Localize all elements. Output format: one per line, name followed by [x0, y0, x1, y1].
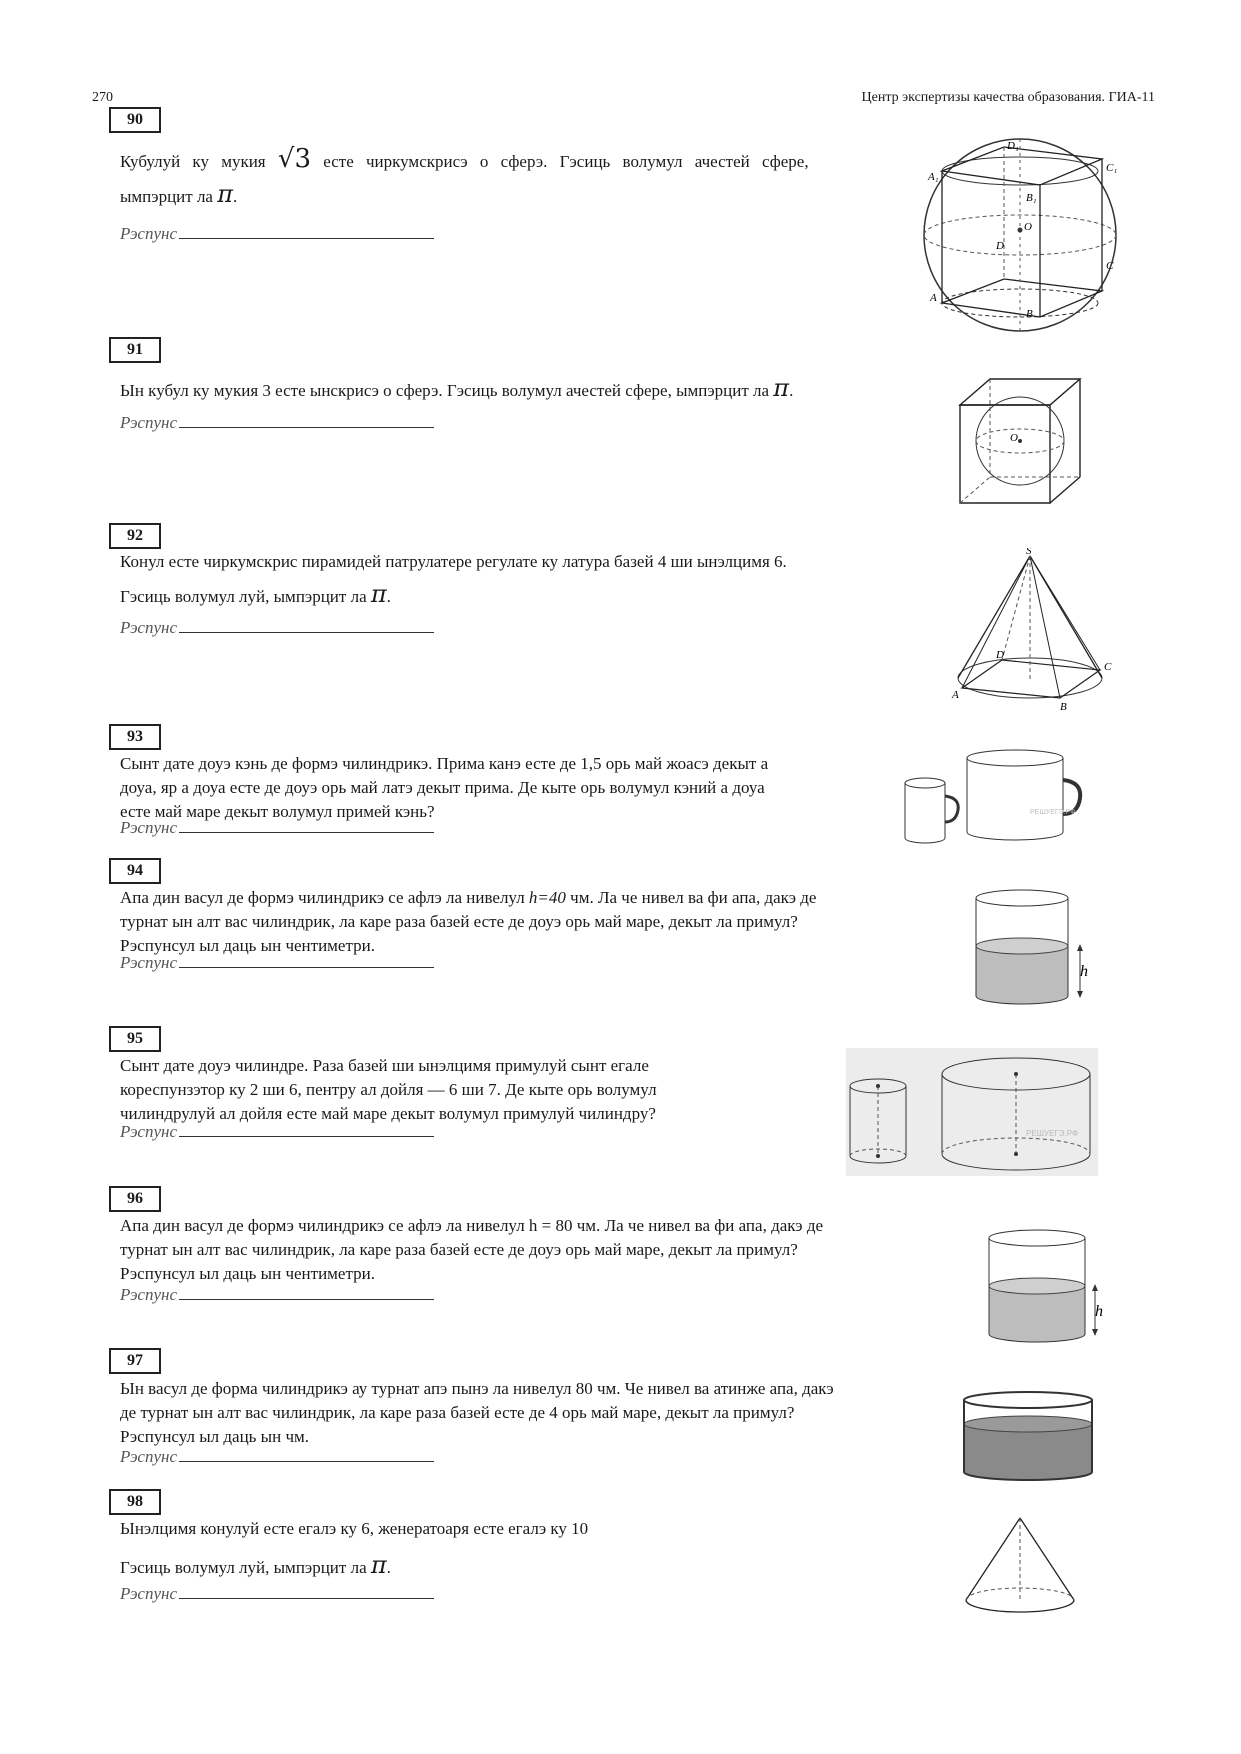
svg-text:B: B: [1060, 701, 1067, 713]
figure-cylinder-water-96: [985, 1228, 1105, 1348]
figure-sphere-cube: [916, 135, 1126, 335]
answer-field-97[interactable]: Рэспунс: [120, 1445, 434, 1467]
problem-text-96: Апа дин васул де формэ чилиндрикэ се афлэ ла нивелул h = 80 чм. Ла че нивел ва фи апа, дакэ де турнат ын алт вас чилиндрик, ла каре раза базей есте де доуэ орь май маре, декыт ла примул? Рэспунсул ыл даць ын чентиметри.: [120, 1216, 824, 1283]
problem-text-98: Ынэлцимя конулуй есте егалэ ку 6, женератоаря есте егалэ ку 10 Гэсиць волумул луй, ымпэрцит ла π.: [120, 1519, 589, 1579]
problem-text-90: Кубулуй ку мукия √3 есте чиркумскрисэ о сферэ. Гэсиць волумул ачестей сфере, ымпэрцит ла π.: [120, 144, 809, 208]
answer-field-91[interactable]: Рэспунс: [120, 411, 434, 433]
svg-text:РЕШУЕГЭ.РФ: РЕШУЕГЭ.РФ: [1030, 809, 1076, 816]
figure-cylinder-water-94: [968, 888, 1088, 1008]
svg-text:D: D: [996, 649, 1004, 661]
answer-field-95[interactable]: Рэспунс: [120, 1120, 434, 1142]
problem-number-92: 92: [109, 523, 161, 549]
svg-text:D: D: [996, 240, 1004, 252]
problem-number-95: 95: [109, 1026, 161, 1052]
svg-text:C: C: [1106, 260, 1114, 272]
svg-text:A: A: [952, 689, 959, 701]
problem-number-91: 91: [109, 337, 161, 363]
figure-cylinder-water-97: [960, 1388, 1100, 1488]
answer-field-93[interactable]: Рэспунс: [120, 816, 434, 838]
answer-field-92[interactable]: Рэспунс: [120, 616, 434, 638]
problem-text-93: Сынт дате доуэ кэнь де формэ чилиндрикэ. Прима канэ есте де 1,5 орь май жоасэ декыт а доуа, яр а доуа есте де доуэ орь май латэ декыт прима. Де кыте орь волумул кэний а доуа есте май маре декыт волумул примей кэнь?: [120, 754, 769, 821]
answer-field-90[interactable]: Рэспунс: [120, 222, 434, 244]
svg-text:h: h: [1095, 1303, 1103, 1320]
problem-text-95: Сынт дате доуэ чилиндре. Раза базей ши ынэлцимя примулуй сынт егале кореспунзэтор ку 2 ши 6, пентру ал дойля — 6 ши 7. Де кыте орь волумул чилиндрулуй ал дойля есте май маре декыт волумул примулуй чилиндру?: [120, 1056, 657, 1123]
figure-cube-sphere: [956, 375, 1096, 505]
figure-two-cylinders: [846, 1048, 1098, 1176]
sqrt-symbol: √3: [277, 144, 311, 174]
svg-text:РЕШУЕГЭ.РФ: РЕШУЕГЭ.РФ: [1026, 1129, 1079, 1138]
problem-text-97: Ын васул де форма чилиндрикэ ау турнат апэ пынэ ла нивелул 80 чм. Че нивел ва атинже апа, дакэ де турнат ын алт вас чилиндрик, ла каре раза базей есте де 4 орь май маре, декыт ла примул? Рэспунсул ыл даць ын чм.: [120, 1379, 834, 1446]
header-title: Центр экспертизы качества образования. ГИА-11: [861, 90, 1155, 105]
answer-field-94[interactable]: Рэспунс: [120, 951, 434, 973]
figure-pyramid-cone: [950, 548, 1120, 718]
problem-text-94: Апа дин васул де формэ чилиндрикэ се афлэ ла нивелул h=40 чм. Ла че нивел ва фи апа, дакэ де турнат ын алт вас чилиндрик, ла каре раза базей есте де доуэ орь май маре, декыт ла примул? Рэспунсул ыл даць ын чентиметри.: [120, 888, 817, 955]
svg-text:C₁: C₁: [1106, 162, 1118, 174]
svg-text:O: O: [1010, 432, 1018, 444]
problem-number-93: 93: [109, 724, 161, 750]
problem-number-97: 97: [109, 1348, 161, 1374]
svg-text:A: A: [930, 292, 937, 304]
problem-number-90: 90: [109, 107, 161, 133]
problem-text-91: Ын кубул ку мукия 3 есте ынскрисэ о сферэ. Гэсиць волумул ачестей сфере, ымпэрцит ла π.: [120, 374, 794, 402]
svg-text:C: C: [1104, 661, 1112, 673]
svg-text:S: S: [1026, 548, 1032, 557]
svg-text:B₁: B₁: [1026, 192, 1037, 204]
answer-field-96[interactable]: Рэспунс: [120, 1283, 434, 1305]
problem-number-96: 96: [109, 1186, 161, 1212]
figure-cone: [960, 1514, 1090, 1624]
svg-text:h: h: [1080, 963, 1088, 980]
problem-text-92: Конул есте чиркумскрис пирамидей патрулатере регулате ку латура базей 4 ши ынэлцимя 6. Гэсиць волумул луй, ымпэрцит ла π.: [120, 552, 787, 608]
svg-text:D₁: D₁: [1007, 140, 1019, 152]
svg-text:B: B: [1026, 308, 1033, 320]
svg-text:A₁: A₁: [928, 171, 939, 183]
answer-field-98[interactable]: Рэспунс: [120, 1582, 434, 1604]
problem-number-98: 98: [109, 1489, 161, 1515]
figure-two-mugs: [900, 748, 1100, 848]
problem-number-94: 94: [109, 858, 161, 884]
page-number: 270: [92, 90, 113, 105]
svg-text:O: O: [1024, 221, 1032, 233]
